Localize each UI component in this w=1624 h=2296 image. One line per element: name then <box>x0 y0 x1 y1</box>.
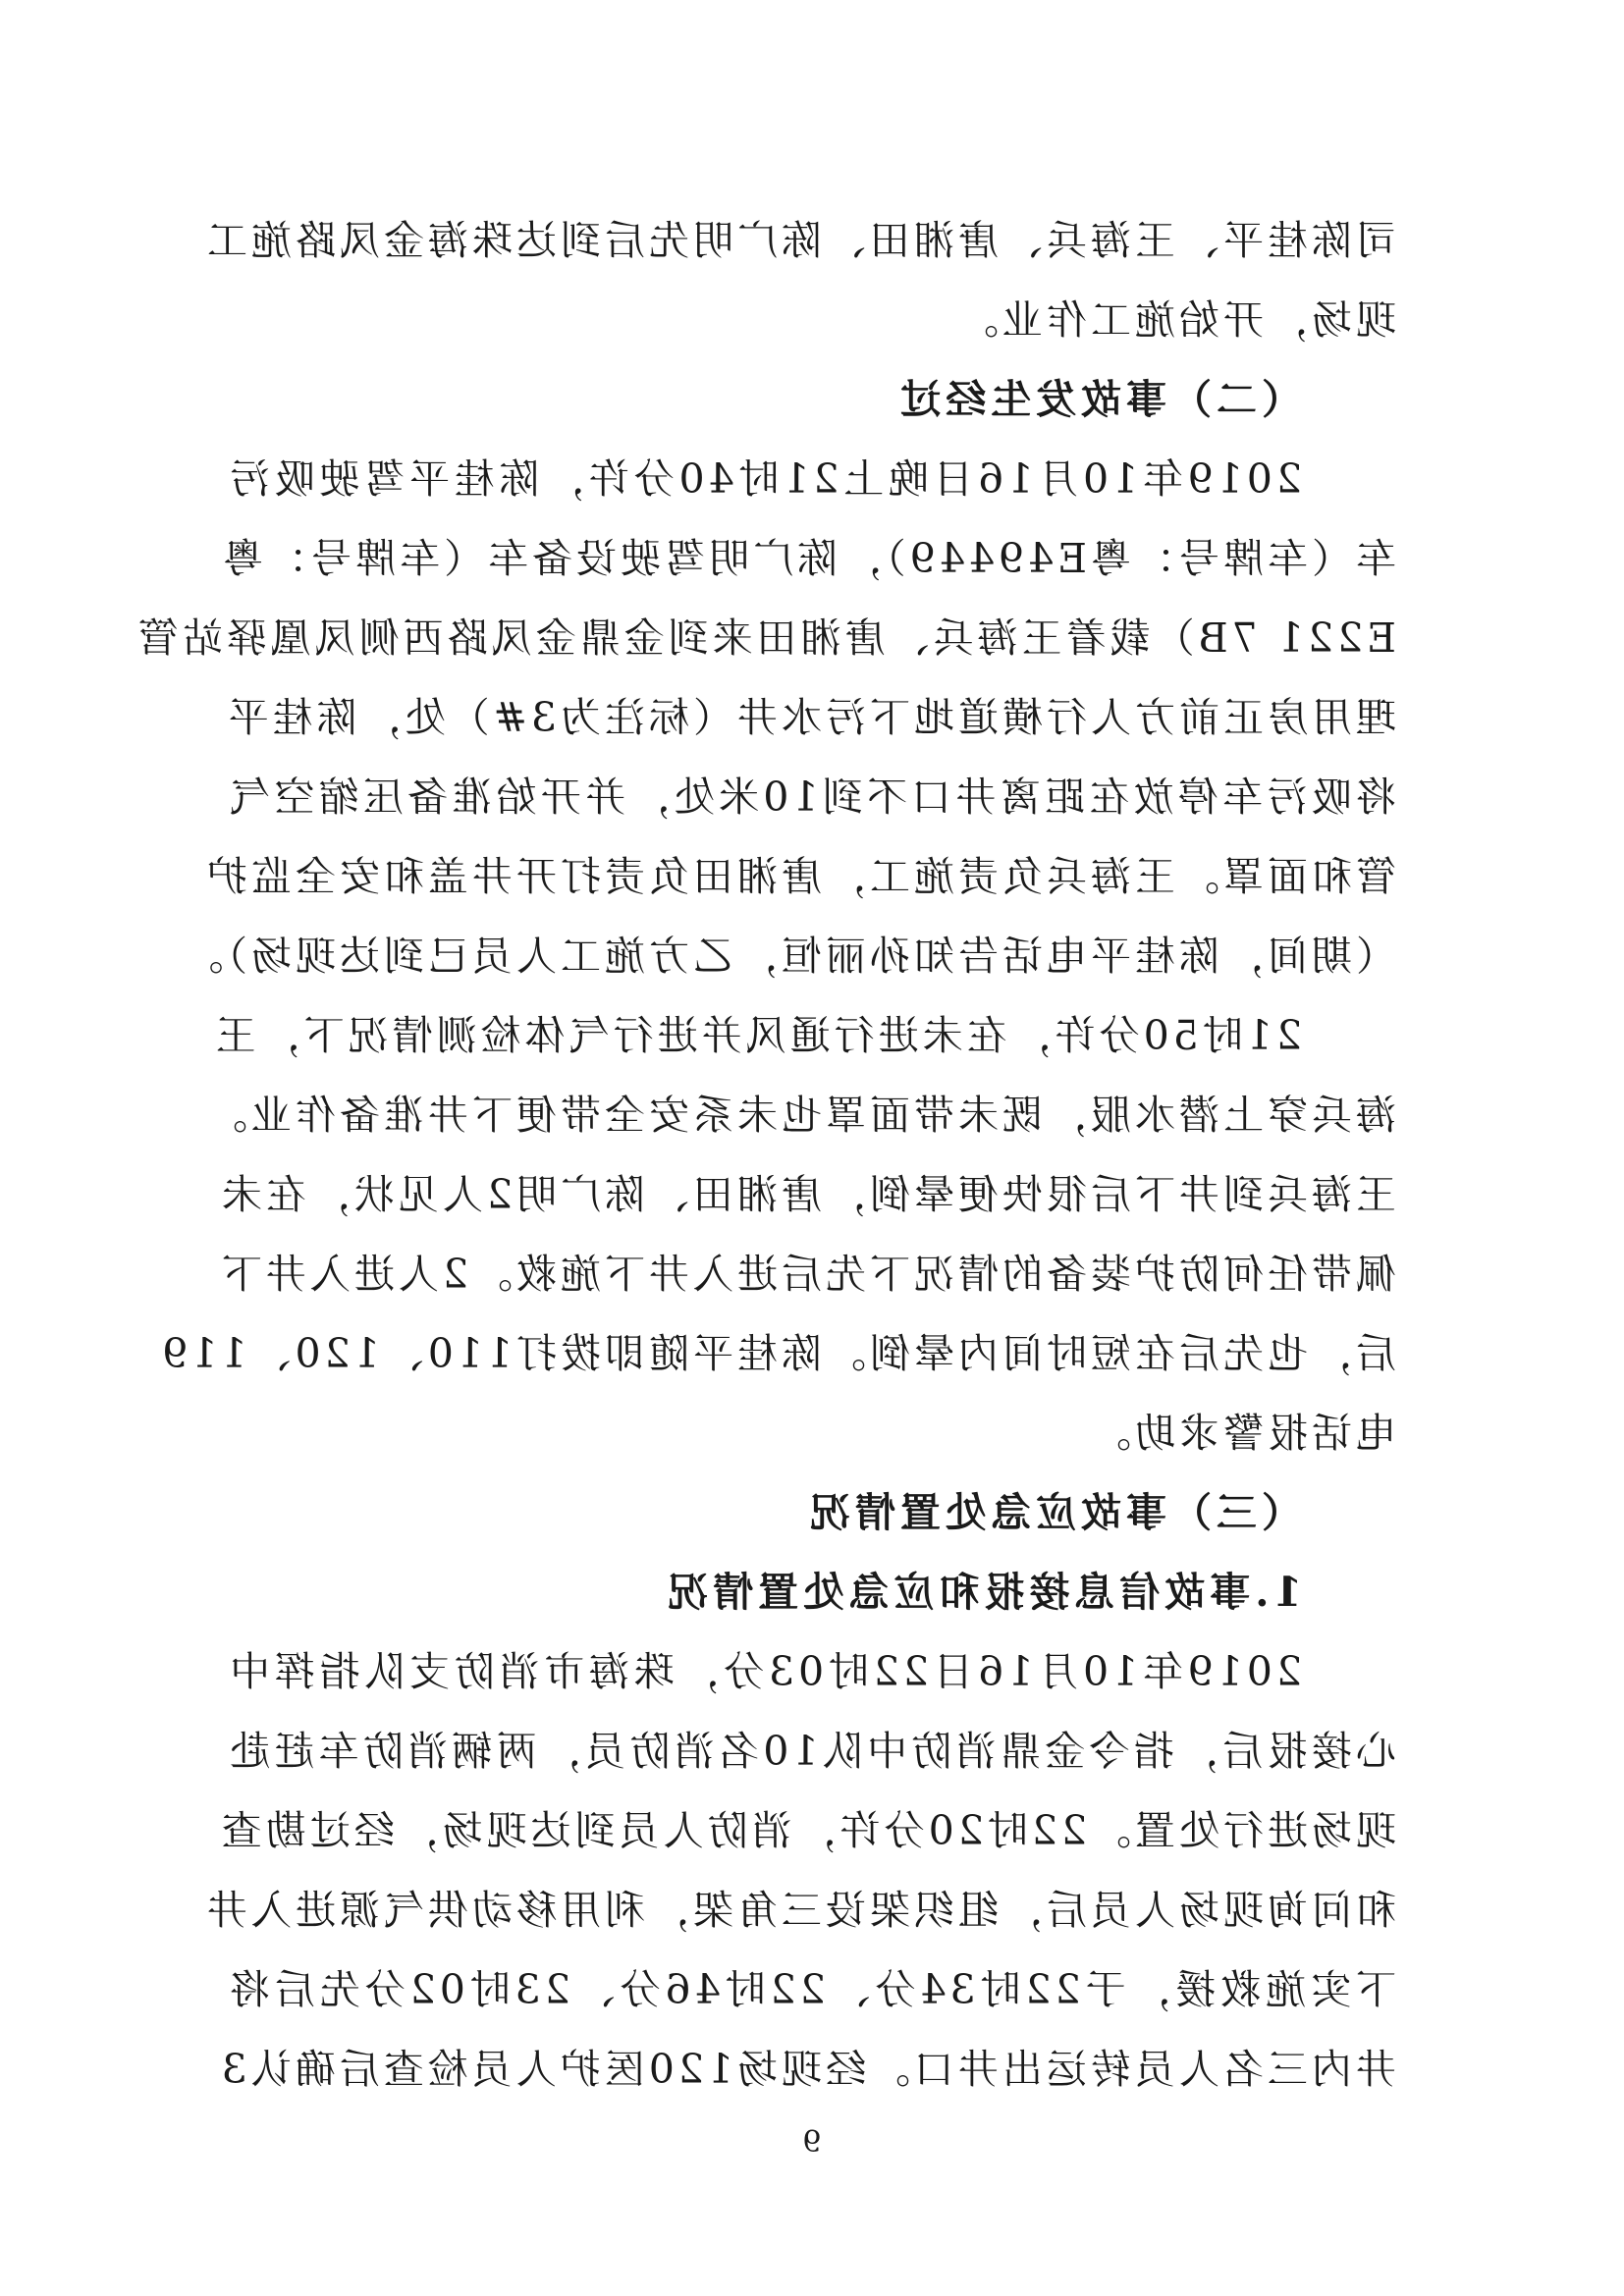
text-line: 2019年10月16日22时03分，珠海市消防支队指挥中 <box>226 1648 1302 1695</box>
text-line: 司陈桂平、王海兵、唐湘田、陈广明先后到达珠海金凤路施工 <box>203 217 1396 264</box>
section-heading: （二）事故发生经过 <box>895 376 1302 423</box>
text-line: 21时50分许，在未进行通风并进行气体检测情况下，王 <box>211 1012 1302 1059</box>
text-line: 现场，开始施工作业。 <box>954 296 1396 344</box>
text-line: 电话报警求助。 <box>1087 1410 1396 1457</box>
text-line: 海兵穿上潜水服，既未带面罩也未系安全带便下井准备作业。 <box>203 1092 1396 1139</box>
subsection-heading: 1.事故信息接报和应急处置情况 <box>663 1569 1302 1616</box>
text-line: 王海兵到井下后很快便晕倒，唐湘田、陈广明2人见状，在未 <box>217 1171 1396 1218</box>
text-line: E221 7B）载着王海兵、唐湘田来到金鼎金凤路西侧凤凰驿站管 <box>134 614 1396 662</box>
page-number: 9 <box>802 2125 822 2160</box>
text-line: 下实施救援，于22时34分、22时46分、23时02分先后将 <box>226 1966 1396 2013</box>
text-line: 理用房正前方人行横道地下污水井（标注为3#）处，陈桂平 <box>224 694 1396 741</box>
text-line: 后，也先后在短时间内晕倒。陈桂平随即拨打110、120、119 <box>158 1330 1396 1377</box>
text-line: 佩带任何防护装备的情况下先后进入井下施救。2人进入井下 <box>217 1251 1396 1298</box>
text-line: 现场进行处置。22时20分许，消防人员到达现场，经过勘查 <box>217 1807 1396 1854</box>
text-line: 和问询现场人员后，组织架设三角架，利用移动供气源进入井 <box>203 1887 1396 1934</box>
text-line: 车（车牌号：粤E49449），陈广明驾驶设备车（车牌号：粤 <box>219 535 1396 582</box>
section-heading: （三）事故应急处置情况 <box>805 1489 1302 1536</box>
text-line: 井内三名人员转运出井口。经现场120医护人员检查后确认3 <box>217 2046 1396 2093</box>
text-line: 2019年10月16日晚上21时40分许，陈桂平驾驶吸污 <box>226 455 1302 503</box>
text-line: 将吸污车停放在距离井口不到10米处，并开始准备压缩空气 <box>226 774 1396 821</box>
text-line: （期间，陈桂平电话告知孙丽恒，乙方施工人员已到达现场）。 <box>179 933 1396 980</box>
text-line: 心接报后，指令金鼎消防中队10名消防员，两辆消防车赶赴 <box>226 1728 1396 1775</box>
document-body <box>134 201 1396 2109</box>
text-line: 管和面罩。王海兵负责施工，唐湘田负责打开井盖和安全监护 <box>203 853 1396 900</box>
